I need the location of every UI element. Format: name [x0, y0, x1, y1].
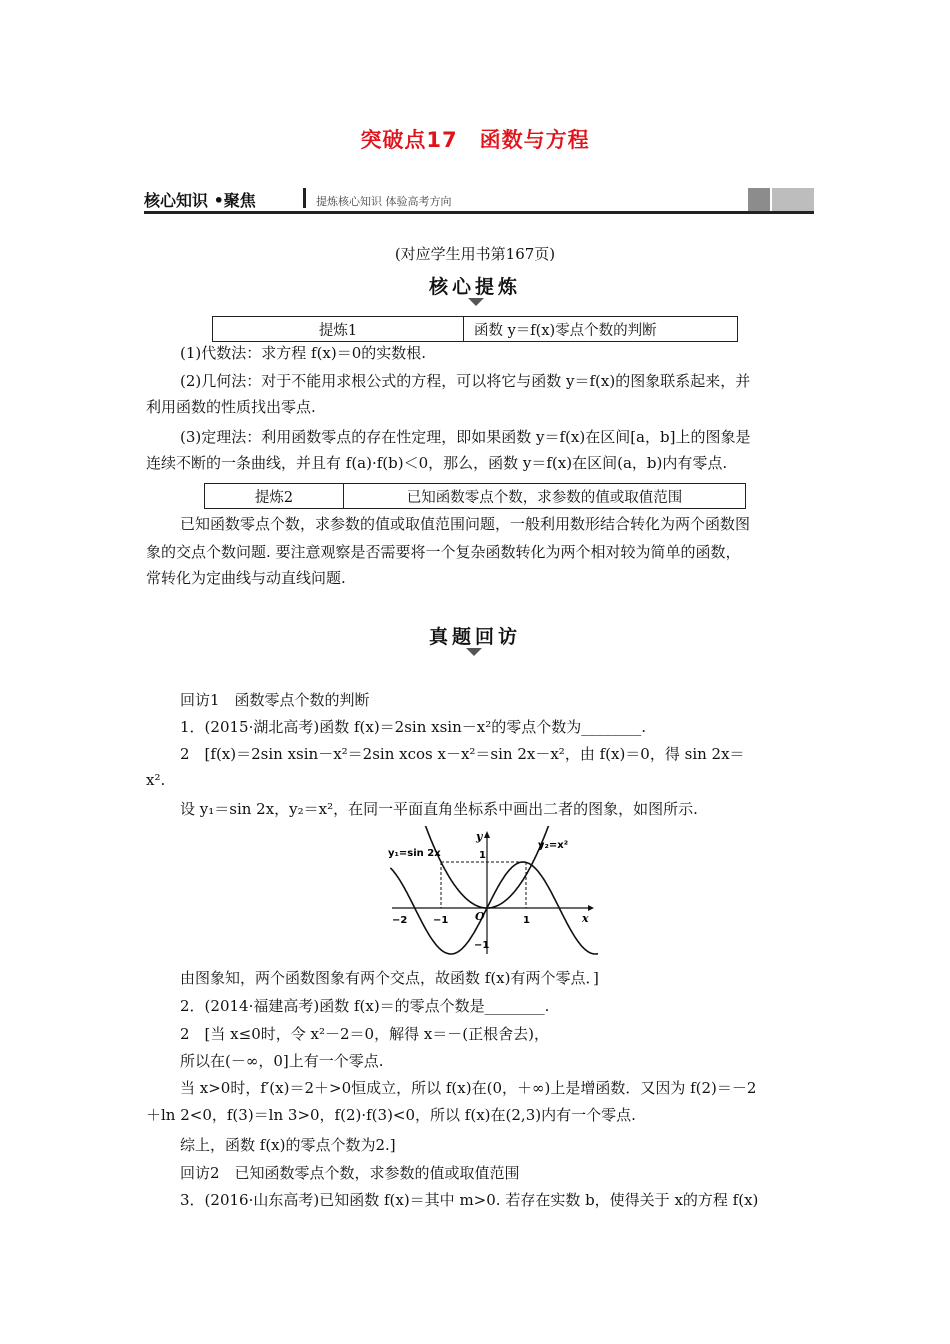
tick-x-neg1: −1 [433, 915, 449, 926]
topic2-text-line2: 象的交点个数问题. 要注意观察是否需要将一个复杂函数转化为两个相对较为简单的函数， [146, 543, 741, 561]
question-3: 3．(2016·山东高考)已知函数 f(x)＝其中 m>0. 若存在实数 b，使得关于 x的方程 f(x) [180, 1191, 759, 1209]
review-2-heading: 回访2 已知函数零点个数，求参数的值或取值范围 [180, 1164, 520, 1182]
section-heading-marker-icon [466, 648, 482, 656]
section-heading-core: 核心提炼 [428, 276, 521, 298]
section-banner-label: 核心知识 •聚焦 [144, 191, 256, 210]
section-banner-subtitle: 提炼核心知识 体验高考方向 [316, 195, 452, 208]
answer-1-line1: 2 [f(x)＝2sin xsin－x²＝2sin xcos x－x²＝sin 2x－x²，由 f(x)＝0，得 sin 2x＝ [180, 745, 745, 763]
answer-2-conclusion: 综上，函数 f(x)的零点个数为2.] [180, 1136, 396, 1154]
answer-2-line3: 当 x>0时，f′(x)＝2＋>0恒成立，所以 f(x)在(0，＋∞)上是增函数．又因为 f(2)＝－2 [180, 1079, 757, 1097]
answer-1-conclusion: 由图象知，两个函数图象有两个交点，故函数 f(x)有两个零点．] [180, 969, 599, 987]
tick-x-neg2: −2 [392, 915, 408, 926]
question-2: 2．(2014·福建高考)函数 f(x)＝的零点个数是________. [180, 997, 550, 1015]
method-theorem-line2: 连续不断的一条曲线，并且有 f(a)·f(b)＜0，那么，函数 y＝f(x)在区间(a，b)内有零点. [146, 454, 728, 472]
topic-table-1-title: 函数 y＝f(x)零点个数的判断 [464, 317, 738, 342]
answer-2-line1: 2 [当 x≤0时，令 x²－2＝0，解得 x＝－(正根舍去)， [180, 1025, 549, 1043]
axis-x-label: x [582, 912, 589, 925]
section-heading-review: 真题回访 [428, 626, 521, 648]
label-y2: y₂=x² [538, 840, 569, 851]
tick-y-1: 1 [479, 850, 486, 861]
method-geometric-line1: (2)几何法：对于不能用求根公式的方程，可以将它与函数 y＝f(x)的图象联系起来，并 [180, 372, 751, 390]
axis-y-label: y [476, 830, 483, 843]
section-heading-marker-icon [468, 298, 484, 306]
method-algebraic-text: (1)代数法：求方程 f(x)＝0的实数根. [180, 344, 427, 362]
method-geometric-line2: 利用函数的性质找出零点. [146, 398, 316, 416]
banner-block-light [772, 188, 814, 211]
topic2-text-line3: 常转化为定曲线与动直线问题. [146, 569, 346, 587]
question-1: 1．(2015·湖北高考)函数 f(x)＝2sin xsin－x²的零点个数为________. [180, 718, 646, 736]
review-1-heading: 回访1 函数零点个数的判断 [180, 691, 370, 709]
answer-1-line2: x². [146, 771, 166, 789]
x-axis-arrow-icon [588, 905, 594, 911]
banner-rule [144, 211, 814, 214]
banner-divider [303, 188, 306, 208]
answer-2-line4: ＋ln 2<0，f(3)＝ln 3>0，f(2)·f(3)<0，所以 f(x)在(2,3)内有一个零点. [146, 1106, 636, 1124]
banner-block-dark [748, 188, 770, 211]
tick-x-1: 1 [523, 915, 530, 926]
origin-label: O [475, 910, 485, 923]
y-axis-arrow-icon [484, 831, 490, 838]
tick-y-neg1: −1 [474, 940, 490, 951]
label-y1: y₁=sin 2x [388, 848, 441, 859]
answer-2-line2: 所以在(－∞，0]上有一个零点. [180, 1052, 384, 1070]
answer-1-line3: 设 y₁＝sin 2x，y₂＝x²，在同一平面直角坐标系中画出二者的图象，如图所示. [180, 800, 698, 818]
method-algebraic [180, 342, 426, 364]
method-theorem-line1: (3)定理法：利用函数零点的存在性定理，即如果函数 y＝f(x)在区间[a，b]上的图象是 [180, 428, 751, 446]
function-graph [384, 826, 598, 958]
page-reference: (对应学生用书第167页) [394, 245, 556, 263]
page-title: 突破点17 函数与方程 [360, 128, 590, 152]
topic-table-1 [212, 316, 738, 342]
topic2-text-line1: 已知函数零点个数，求参数的值或取值范围问题，一般利用数形结合转化为两个函数图 [180, 515, 751, 533]
topic-table-1-label: 提炼1 [213, 317, 464, 342]
topic-table-2-title: 已知函数零点个数，求参数的值或取值范围 [344, 484, 746, 509]
topic-table-2-label: 提炼2 [205, 484, 344, 509]
topic-table-2 [204, 483, 746, 509]
